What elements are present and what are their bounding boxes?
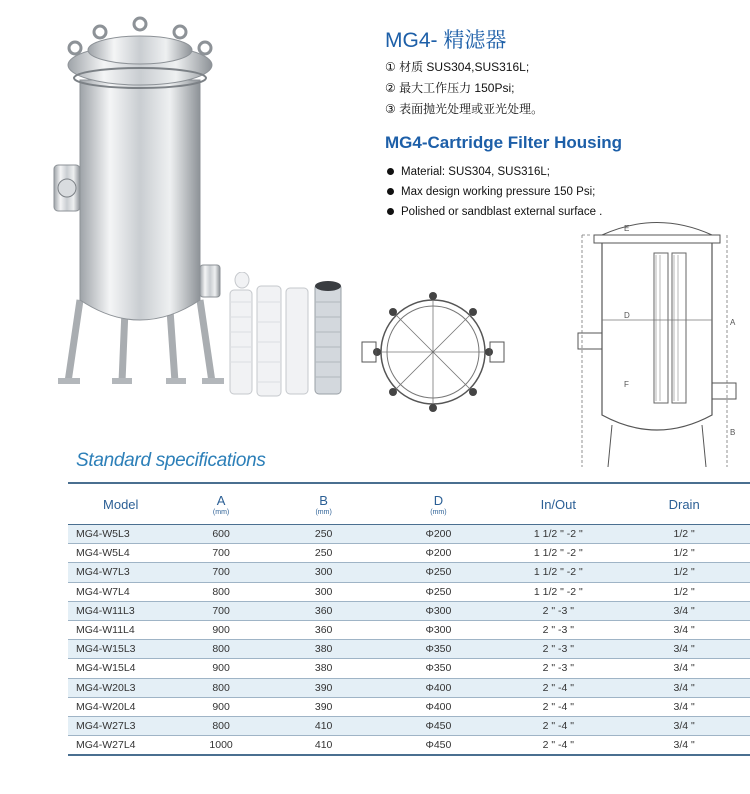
cell-d: Φ450 [379, 716, 499, 735]
cell-b: 380 [269, 640, 379, 659]
cell-in-out: 2 " -3 " [498, 640, 618, 659]
cell-d: Φ350 [379, 659, 499, 678]
cell-drain: 1/2 " [618, 544, 750, 563]
cell-drain: 3/4 " [618, 716, 750, 735]
label-e: E [624, 224, 630, 233]
cell-d: Φ400 [379, 678, 499, 697]
cell-model: MG4-W5L3 [68, 525, 173, 544]
cell-in-out: 2 " -3 " [498, 659, 618, 678]
label-a: A [730, 318, 736, 327]
label-f: F [624, 380, 629, 389]
cell-drain: 3/4 " [618, 640, 750, 659]
chinese-title: MG4- 精滤器 [385, 29, 507, 52]
cell-d: Φ450 [379, 736, 499, 756]
cell-drain: 3/4 " [618, 659, 750, 678]
table-row [68, 659, 750, 678]
header-a: A (mm) [173, 483, 268, 525]
cell-b: 410 [269, 716, 379, 735]
table-row [68, 544, 750, 563]
chinese-feature-item: ② 最大工作压力 150Psi; [385, 81, 515, 95]
table-body [68, 525, 750, 756]
cell-model: MG4-W27L3 [68, 716, 173, 735]
table-row [68, 563, 750, 582]
cell-b: 360 [269, 620, 379, 639]
cell-d: Φ250 [379, 582, 499, 601]
cell-drain: 3/4 " [618, 601, 750, 620]
cell-a: 800 [173, 716, 268, 735]
table-header-row [68, 483, 750, 525]
cell-d: Φ400 [379, 697, 499, 716]
header-in-out: In/Out [498, 483, 618, 525]
filter-housing-photo [50, 10, 230, 395]
table-row [68, 640, 750, 659]
cell-d: Φ300 [379, 620, 499, 639]
header-b: B (mm) [269, 483, 379, 525]
chinese-feature-item: ① 材质 SUS304,SUS316L; [385, 60, 530, 74]
cell-b: 300 [269, 563, 379, 582]
cell-in-out: 1 1/2 " -2 " [498, 525, 618, 544]
cell-model: MG4-W7L3 [68, 563, 173, 582]
cell-in-out: 1 1/2 " -2 " [498, 563, 618, 582]
cell-drain: 3/4 " [618, 697, 750, 716]
cell-model: MG4-W15L4 [68, 659, 173, 678]
cell-drain: 1/2 " [618, 525, 750, 544]
label-d: D [624, 311, 630, 320]
cell-a: 700 [173, 544, 268, 563]
cell-in-out: 2 " -4 " [498, 678, 618, 697]
english-title: MG4-Cartridge Filter Housing [385, 133, 623, 152]
table-row [68, 678, 750, 697]
english-feature-item: Material: SUS304, SUS316L; [385, 162, 602, 182]
cell-b: 360 [269, 601, 379, 620]
cell-a: 900 [173, 697, 268, 716]
english-feature-list [385, 162, 602, 222]
cell-b: 250 [269, 544, 379, 563]
cell-a: 900 [173, 620, 268, 639]
cell-a: 900 [173, 659, 268, 678]
cell-b: 390 [269, 678, 379, 697]
cell-drain: 3/4 " [618, 678, 750, 697]
cell-a: 800 [173, 678, 268, 697]
table-row [68, 716, 750, 735]
cell-d: Φ350 [379, 640, 499, 659]
chinese-feature-item: ③ 表面抛光处理或亚光处理。 [385, 102, 544, 116]
filter-cartridges-photo [222, 272, 352, 397]
cell-d: Φ200 [379, 544, 499, 563]
cell-drain: 1/2 " [618, 563, 750, 582]
chinese-feature-list [385, 57, 543, 120]
cell-b: 410 [269, 736, 379, 756]
label-b: B [730, 428, 736, 437]
cell-a: 800 [173, 582, 268, 601]
table-row [68, 601, 750, 620]
english-feature-item: Polished or sandblast external surface . [385, 202, 602, 222]
top-view-drawing [358, 282, 508, 422]
cell-in-out: 1 1/2 " -2 " [498, 582, 618, 601]
cell-a: 1000 [173, 736, 268, 756]
cell-model: MG4-W11L3 [68, 601, 173, 620]
cell-b: 300 [269, 582, 379, 601]
cell-model: MG4-W5L4 [68, 544, 173, 563]
header-model: Model [68, 483, 173, 525]
cell-a: 800 [173, 640, 268, 659]
cell-model: MG4-W27L4 [68, 736, 173, 756]
cell-in-out: 2 " -3 " [498, 620, 618, 639]
table-row [68, 620, 750, 639]
cell-drain: 3/4 " [618, 620, 750, 639]
spec-table [68, 482, 750, 756]
table-row [68, 582, 750, 601]
english-feature-item: Max design working pressure 150 Psi; [385, 182, 602, 202]
cell-in-out: 2 " -4 " [498, 697, 618, 716]
table-row [68, 525, 750, 544]
header-drain: Drain [618, 483, 750, 525]
side-view-drawing [572, 205, 742, 470]
cell-model: MG4-W15L3 [68, 640, 173, 659]
cell-a: 700 [173, 563, 268, 582]
cell-a: 700 [173, 601, 268, 620]
cell-b: 390 [269, 697, 379, 716]
cell-d: Φ200 [379, 525, 499, 544]
table-row [68, 736, 750, 756]
cell-model: MG4-W7L4 [68, 582, 173, 601]
cell-model: MG4-W11L4 [68, 620, 173, 639]
cell-d: Φ300 [379, 601, 499, 620]
cell-drain: 1/2 " [618, 582, 750, 601]
cell-in-out: 2 " -4 " [498, 736, 618, 756]
cell-in-out: 2 " -4 " [498, 716, 618, 735]
cell-b: 380 [269, 659, 379, 678]
cell-a: 600 [173, 525, 268, 544]
spec-heading: Standard specifications [76, 450, 266, 471]
cell-b: 250 [269, 525, 379, 544]
table-row [68, 697, 750, 716]
cell-in-out: 2 " -3 " [498, 601, 618, 620]
cell-d: Φ250 [379, 563, 499, 582]
cell-model: MG4-W20L3 [68, 678, 173, 697]
cell-in-out: 1 1/2 " -2 " [498, 544, 618, 563]
header-d: D (mm) [379, 483, 499, 525]
cell-drain: 3/4 " [618, 736, 750, 756]
cell-model: MG4-W20L4 [68, 697, 173, 716]
